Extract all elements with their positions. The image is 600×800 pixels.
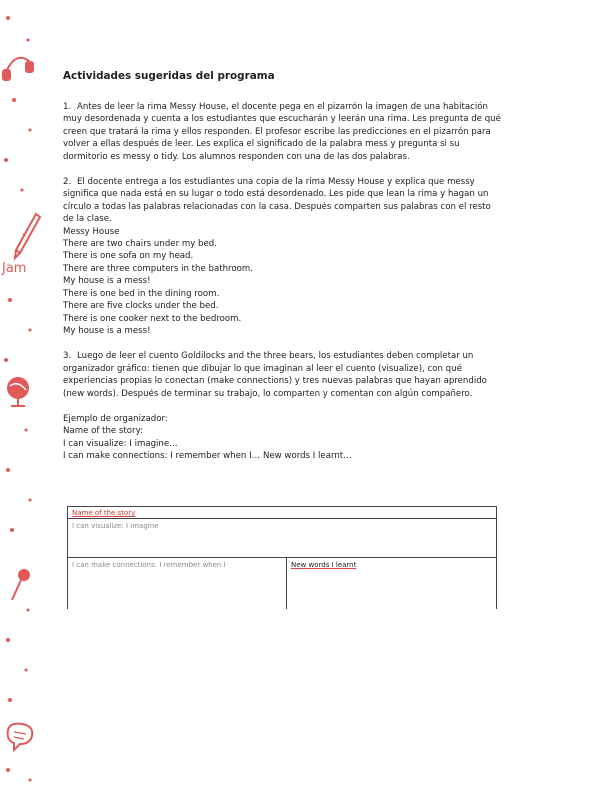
activity-text: Luego de leer el cuento Goldilocks and the three bears, los estudiantes deben completar un organizador gráfico: tienen que dibujar lo que imaginan al leer el cuento (visualize), con qué experiencias propias lo conectan (make connections) y tres nuevas palabras que hayan aprendido (new words). Después de terminar su trabajo, lo comparten y comentan con algún compañero. xyxy=(63,351,487,399)
globe-icon xyxy=(8,378,28,406)
example-line: Name of the story: xyxy=(63,426,143,437)
document-body xyxy=(63,70,503,463)
activity-number: 2. xyxy=(63,177,72,188)
organizer-new-words-cell xyxy=(287,558,496,609)
page-title: Actividades sugeridas del programa xyxy=(63,70,275,82)
activity-number: 1. xyxy=(63,102,72,112)
organizer-new-words-label: New words I learnt xyxy=(291,561,357,569)
rhyme-line: There are three computers in the bathroom. xyxy=(63,263,253,274)
example-line: I can visualize: I imagine… xyxy=(63,438,178,449)
organizer-name-label: Name of the story xyxy=(72,509,136,517)
organizer-connections-label: I can make connections: I remember when I xyxy=(72,561,226,569)
activity-number: 3. xyxy=(63,351,72,362)
organizer-bottom-row xyxy=(68,558,496,609)
organizer-visualize-label: I can visualize: I imagine xyxy=(72,522,159,530)
microphone-icon xyxy=(12,570,29,600)
activity-1 xyxy=(63,101,503,163)
rhyme-line: My house is a mess! xyxy=(63,325,151,336)
activity-text: El docente entrega a los estudiantes una copia de la rima Messy House y explica que messy significa que nada está en su lugar o todo está desordenado. Les pide que lean la rima y hagan un círculo a todas las palabras relacionadas con la casa. Después comparten sus palabras con el resto de la clase. xyxy=(63,177,491,225)
rhyme-line: There is one cooker next to the bedroom. xyxy=(63,313,242,324)
organizer-name-row xyxy=(68,507,496,519)
example-line: I can make connections: I remember when I… New words I learnt… xyxy=(63,451,352,462)
rhyme-line: Messy House xyxy=(63,226,120,237)
organizer-visualize-row xyxy=(68,519,496,558)
speech-bubble-icon xyxy=(8,724,33,750)
rhyme-lines xyxy=(63,226,503,338)
jam-doodle: Jam xyxy=(2,261,27,276)
activity-text: Antes de leer la rima Messy House, el docente pega en el pizarrón la imagen de una habitación muy desordenada y cuenta a los estudiantes que escucharán y leerán una rima. Les pregunta de qué creen que tratará la rima y ellos responden. El profesor escribe las predicciones en el pizarrón para volver a ellas después de leer. Les explica el significado de la palabra mess y pregunta si su dormitorio es messy o tidy. Los alumnos responden con una de las dos palabras. xyxy=(63,102,501,162)
organizer-example xyxy=(63,413,503,463)
activity-3 xyxy=(63,350,503,400)
organizer-connections-cell xyxy=(68,558,287,609)
headphones-icon xyxy=(3,58,33,80)
rhyme-line: There is one bed in the dining room. xyxy=(63,288,220,299)
activity-2 xyxy=(63,176,503,226)
pencil-icon xyxy=(15,214,40,258)
example-line: Ejemplo de organizador: xyxy=(63,413,168,424)
rhyme-line: There are five clocks under the bed. xyxy=(63,301,219,312)
rhyme-line: My house is a mess! xyxy=(63,276,151,287)
rhyme-line: There is one sofa on my head. xyxy=(63,251,194,262)
organizer-table xyxy=(67,506,497,609)
rhyme-line: There are two chairs under my bed. xyxy=(63,239,217,250)
decorative-margin xyxy=(0,0,50,800)
